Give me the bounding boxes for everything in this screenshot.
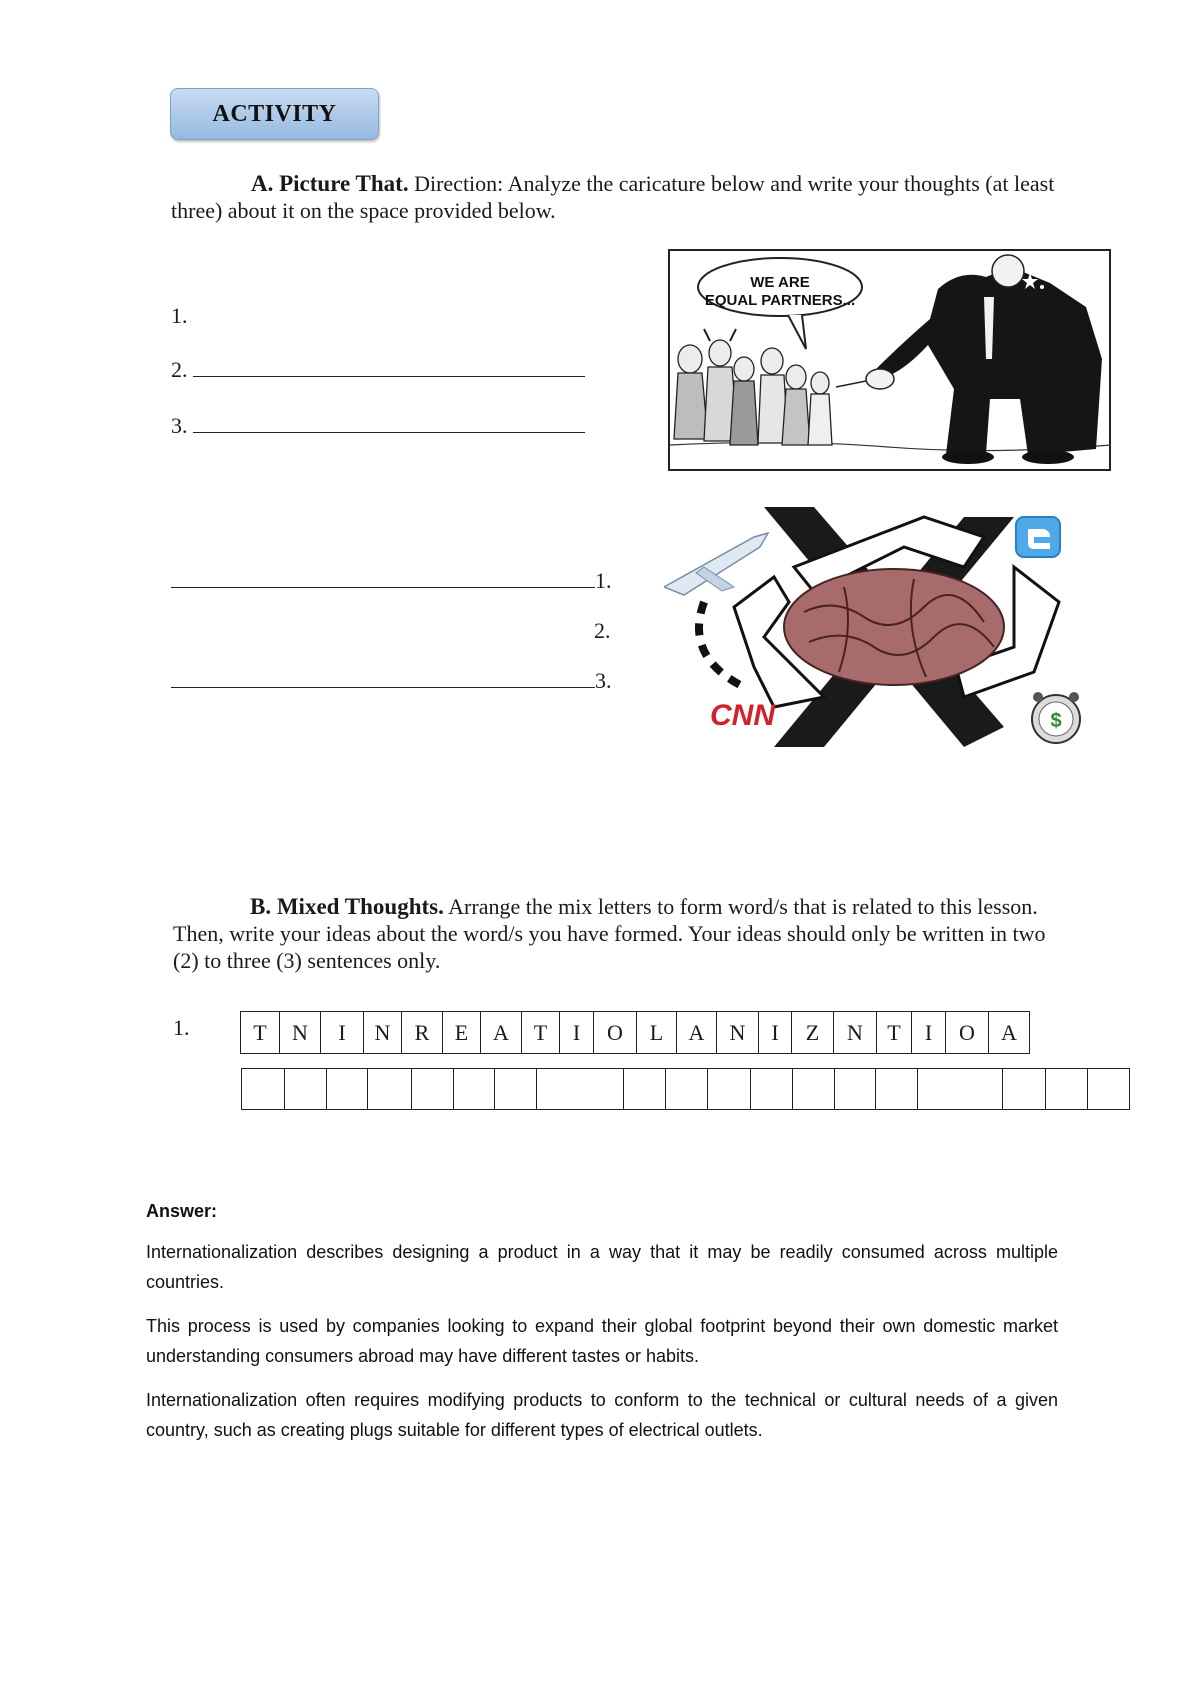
speech-line-2: EQUAL PARTNERS... xyxy=(704,292,856,309)
blank-line[interactable] xyxy=(171,687,595,688)
answer-letter-cell[interactable] xyxy=(624,1069,666,1110)
blank-line[interactable] xyxy=(193,376,585,377)
answer-letter-cell[interactable] xyxy=(835,1069,876,1110)
letter-cell: T xyxy=(522,1012,560,1054)
answer-line-3a xyxy=(171,413,585,439)
answer-letter-cell[interactable] xyxy=(793,1069,835,1110)
answer-line-number: 1. xyxy=(595,568,612,593)
letter-cell: N xyxy=(834,1012,877,1054)
letter-cell: I xyxy=(321,1012,364,1054)
answer-letter-cell[interactable] xyxy=(368,1069,412,1110)
answer-paragraph-1: Internationalization describes designing a product in a way that it may be readily consumed across multiple countries. xyxy=(146,1242,1058,1292)
letter-cell: E xyxy=(443,1012,481,1054)
letter-cell: A xyxy=(481,1012,522,1054)
answer-letter-cell[interactable] xyxy=(327,1069,368,1110)
answer-letter-cell[interactable] xyxy=(495,1069,537,1110)
section-b-direction: Arrange the mix letters to form word/s that is related to this lesson. Then, write your ideas about the word/s you have formed. Your ideas should only be written in two (2) to three (3) sentences only. xyxy=(173,894,1046,973)
activity-label: ACTIVITY xyxy=(212,100,337,127)
scrambled-letters-grid xyxy=(240,1011,1030,1054)
cnn-logo: CNN xyxy=(710,699,775,732)
letter-cell: T xyxy=(877,1012,912,1054)
answer-line-number: 3. xyxy=(595,668,612,693)
caricature-image xyxy=(668,249,1111,471)
answer-letter-cell[interactable] xyxy=(1046,1069,1088,1110)
letter-cell: T xyxy=(241,1012,280,1054)
answer-letter-cell[interactable] xyxy=(918,1069,1003,1110)
answer-letter-cell[interactable] xyxy=(412,1069,454,1110)
answer-line-number: 1. xyxy=(171,303,188,328)
activity-badge xyxy=(170,88,379,140)
letter-cell: I xyxy=(759,1012,792,1054)
speech-line-1: WE ARE xyxy=(750,274,810,291)
letter-cell: O xyxy=(594,1012,637,1054)
twitter-icon xyxy=(1016,517,1060,557)
section-b-title: B. Mixed Thoughts. xyxy=(250,894,444,919)
brain-icon xyxy=(784,569,1004,685)
letter-cell: R xyxy=(402,1012,443,1054)
answer-letter-cell[interactable] xyxy=(454,1069,495,1110)
answer-line-number: 3. xyxy=(171,413,188,438)
answer-line-2a xyxy=(171,357,585,383)
letter-cell: I xyxy=(560,1012,594,1054)
letter-cell: A xyxy=(989,1012,1030,1054)
section-a-instructions xyxy=(171,170,1071,224)
answer-line-1a xyxy=(171,303,188,329)
blank-line[interactable] xyxy=(193,432,585,433)
svg-text:$: $ xyxy=(1050,710,1062,732)
letter-cell: Z xyxy=(792,1012,834,1054)
letter-cell: L xyxy=(637,1012,677,1054)
answer-line-number: 2. xyxy=(171,357,188,382)
section-b-instructions xyxy=(173,893,1073,974)
airplane-icon xyxy=(664,533,768,595)
section-a-direction: Direction: Analyze the caricature below and write your thoughts (at least three) about it on the space provided below. xyxy=(171,171,1055,223)
answer-section xyxy=(146,1196,1058,1459)
letter-cell: N xyxy=(364,1012,402,1054)
money-clock-icon xyxy=(1032,692,1080,743)
answer-paragraph-3: Internationalization often requires modifying products to conform to the technical or cultural needs of a given country, such as creating plugs suitable for different types of electrical outlets. xyxy=(146,1390,1058,1440)
letter-cell: I xyxy=(912,1012,946,1054)
answer-letter-cell[interactable] xyxy=(537,1069,624,1110)
letter-cell: O xyxy=(946,1012,989,1054)
answer-letter-cell[interactable] xyxy=(1088,1069,1130,1110)
answer-line-3b xyxy=(171,668,612,694)
answer-paragraph-2: This process is used by companies looking to expand their global footprint beyond their own domestic market understanding consumers abroad may have different tastes or habits. xyxy=(146,1316,1058,1366)
answer-label: Answer: xyxy=(146,1201,218,1221)
collage-image xyxy=(664,507,1100,747)
item-number: 1. xyxy=(173,1015,190,1040)
answer-letter-cell[interactable] xyxy=(242,1069,285,1110)
answer-letter-cell[interactable] xyxy=(666,1069,708,1110)
answer-letter-cell[interactable] xyxy=(751,1069,793,1110)
answer-letter-cell[interactable] xyxy=(1003,1069,1046,1110)
section-a-title: A. Picture That. xyxy=(251,171,409,196)
answer-letter-cell[interactable] xyxy=(876,1069,918,1110)
letter-cell: A xyxy=(677,1012,717,1054)
answer-letter-cell[interactable] xyxy=(708,1069,751,1110)
answer-line-1b xyxy=(171,568,612,594)
answer-letter-cell[interactable] xyxy=(285,1069,327,1110)
letter-cell: N xyxy=(717,1012,759,1054)
blank-line[interactable] xyxy=(171,587,595,588)
letter-cell: N xyxy=(280,1012,321,1054)
answer-letters-grid xyxy=(241,1068,1130,1110)
answer-line-2b xyxy=(594,618,611,644)
answer-line-number: 2. xyxy=(594,618,611,643)
